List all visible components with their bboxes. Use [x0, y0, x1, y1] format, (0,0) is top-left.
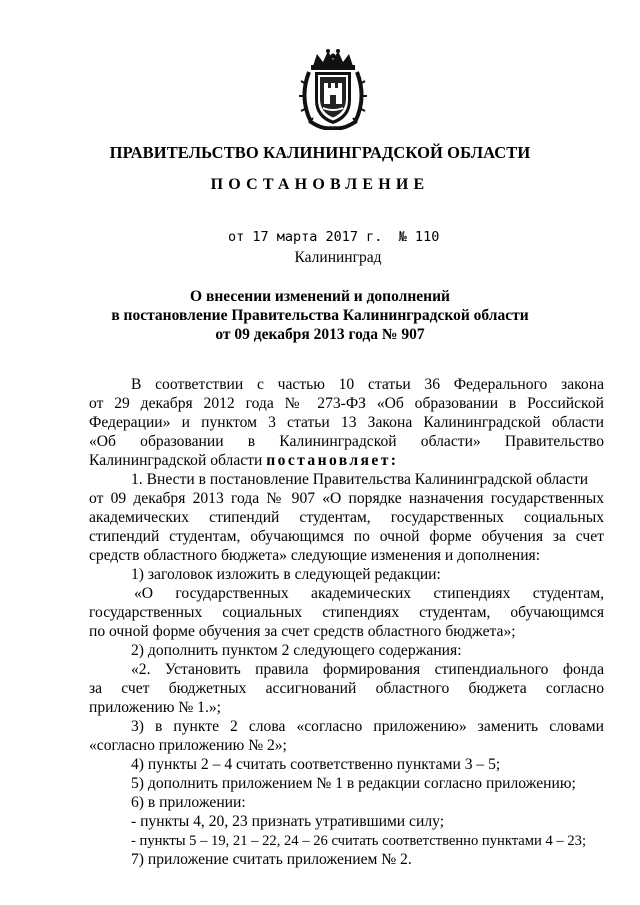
body-line: «О государственных академических стипендиях студентам, — [134, 585, 604, 602]
city: Калининград — [294, 249, 382, 266]
subject-line: от 09 декабря 2013 года № 907 — [215, 326, 425, 343]
body-line: 1. Внести в постановление Правительства Калининградской области — [131, 471, 589, 488]
body-line: стипендий студентам, обучающимся по очной форме обучения за счет — [89, 528, 604, 545]
body-line: 4) пункты 2 – 4 считать соответственно пунктами 3 – 5; — [131, 756, 501, 773]
body-line: академических стипендий студентам, государственных социальных — [89, 509, 604, 526]
kaliningrad-coat-of-arms-icon — [297, 48, 369, 130]
date-and-number: от 17 марта 2017 г. № 110 — [228, 229, 440, 245]
document-type: ПОСТАНОВЛЕНИЕ — [210, 176, 430, 193]
subject-line: О внесении изменений и дополнений — [190, 288, 450, 305]
body-line: 2) дополнить пунктом 2 следующего содержания: — [131, 642, 462, 659]
body-line: - пункты 4, 20, 23 признать утратившими силу; — [131, 813, 445, 830]
subject-line: в постановление Правительства Калининградской области — [111, 307, 529, 324]
body-line: 5) дополнить приложением № 1 в редакции согласно приложению; — [131, 775, 576, 792]
body-line: государственных социальных стипендиях студентам, обучающимся — [89, 604, 604, 621]
resolution-word: постановляет: — [266, 452, 399, 469]
body-line: 7) приложение считать приложением № 2. — [131, 851, 412, 868]
body-line: Федерации» и пунктом 3 статьи 13 Закона Калининградской области — [89, 414, 604, 431]
body-line: «согласно приложению № 2»; — [89, 737, 287, 754]
body-line: 6) в приложении: — [131, 794, 246, 811]
body-line — [89, 452, 604, 470]
body-line: за счет бюджетных ассигнований областного бюджета согласно — [89, 680, 604, 697]
body-text: Калининградской области — [89, 452, 267, 469]
body-line: приложению № 1.»; — [89, 699, 222, 716]
body-line: 3) в пункте 2 слова «согласно приложению» заменить словами — [131, 718, 604, 735]
body-line: «2. Установить правила формирования стипендиального фонда — [131, 661, 604, 678]
government-title: ПРАВИТЕЛЬСТВО КАЛИНИНГРАДСКОЙ ОБЛАСТИ — [109, 143, 531, 162]
body-line: - пункты 5 – 19, 21 – 22, 24 – 26 считать соответственно пунктами 4 – 23; — [131, 833, 586, 849]
body-line: средств областного бюджета» следующие изменения и дополнения: — [89, 547, 541, 564]
body-line: «Об образовании в Калининградской области» Правительство — [89, 433, 604, 450]
body-line: от 29 декабря 2012 года № 273-ФЗ «Об образовании в Российской — [89, 395, 604, 412]
body-line: от 09 декабря 2013 года № 907 «О порядке назначения государственных — [89, 490, 604, 507]
body-line: В соответствии с частью 10 статьи 36 Федерального закона — [131, 376, 604, 393]
body-line: по очной форме обучения за счет средств областного бюджета»; — [89, 623, 516, 640]
body-line: 1) заголовок изложить в следующей редакции: — [131, 566, 441, 583]
